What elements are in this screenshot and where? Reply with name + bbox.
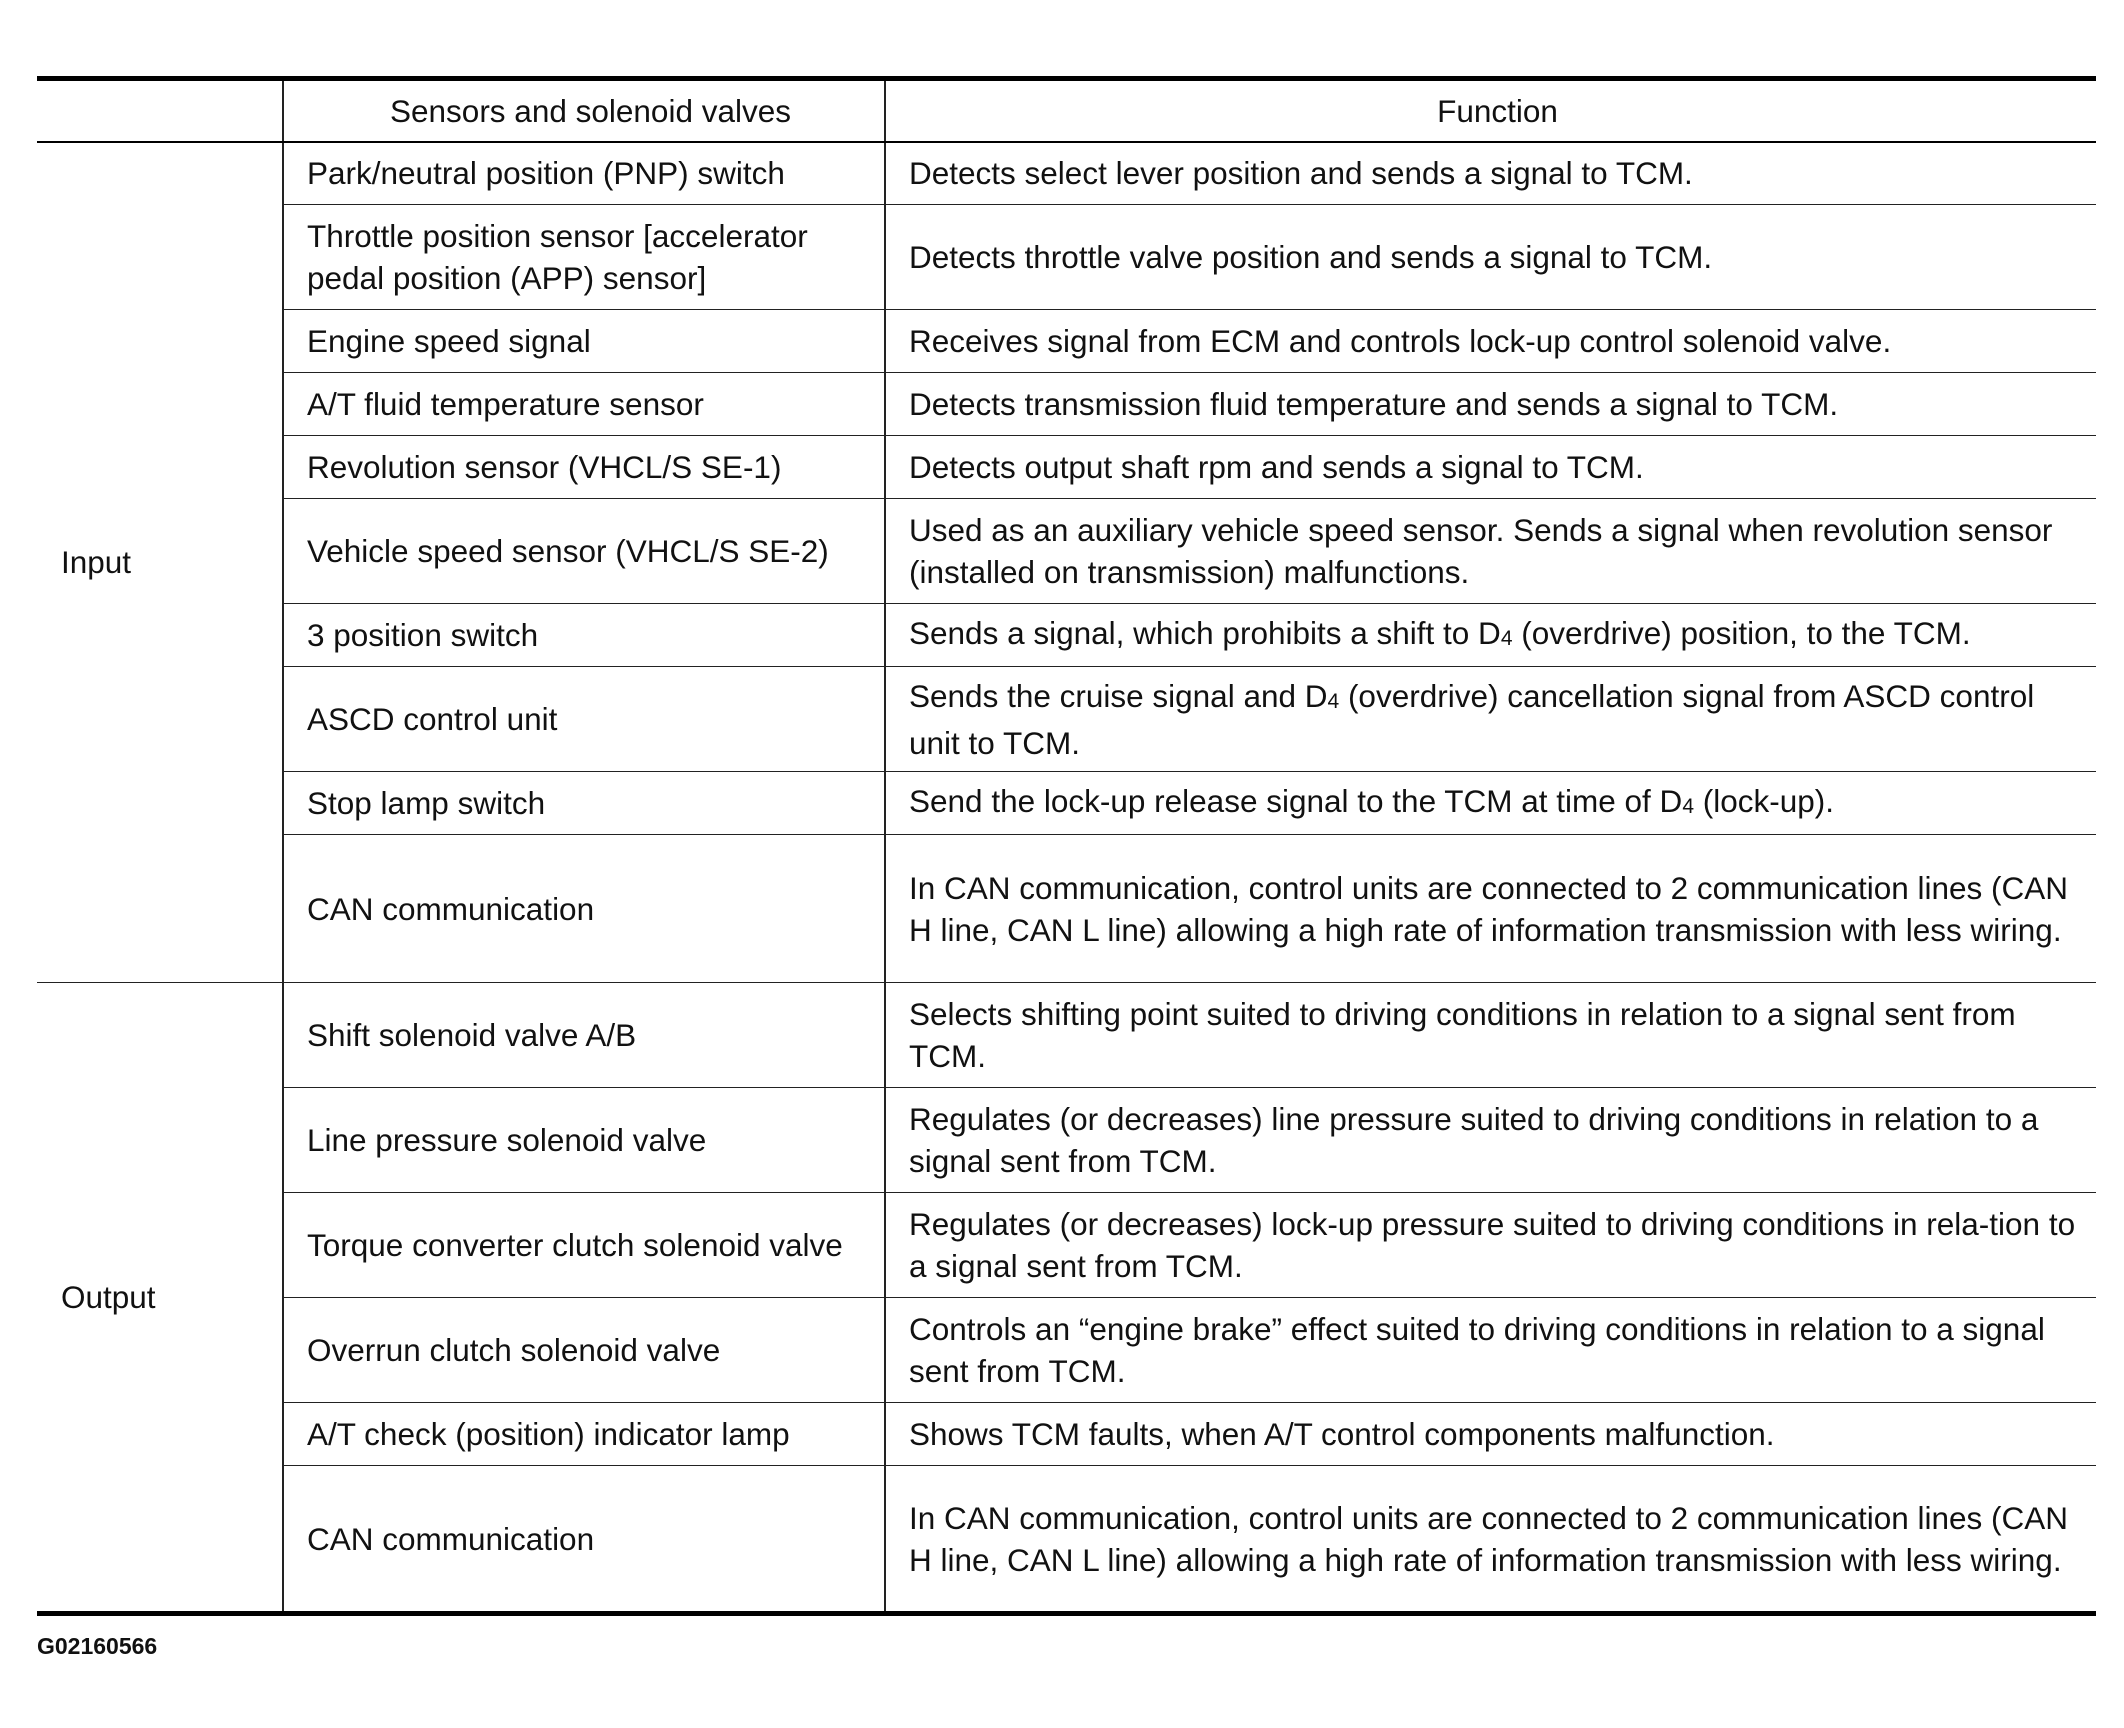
function-cell: Detects select lever position and sends a signal to TCM. [885, 142, 2096, 205]
function-cell: Controls an “engine brake” effect suited to driving conditions in relation to a signal sent from TCM. [885, 1298, 2096, 1403]
figure-code: G02160566 [37, 1633, 158, 1659]
sensor-cell: Shift solenoid valve A/B [283, 983, 885, 1088]
function-cell: In CAN communication, control units are connected to 2 communication lines (CAN H line, CAN L line) allowing a high rate of information transmission with less wiring. [885, 835, 2096, 983]
table-row [37, 1403, 2096, 1466]
function-cell [885, 667, 2096, 772]
header-sensors: Sensors and solenoid valves [283, 79, 885, 142]
table-row [37, 205, 2096, 310]
function-text-pre: Sends the cruise signal and D [909, 677, 1328, 714]
function-cell: Regulates (or decreases) line pressure suited to driving conditions in relation to a signal sent from TCM. [885, 1088, 2096, 1193]
function-cell: Detects transmission fluid temperature and sends a signal to TCM. [885, 373, 2096, 436]
function-cell: Selects shifting point suited to driving conditions in relation to a signal sent from TCM. [885, 983, 2096, 1088]
function-cell: Regulates (or decreases) lock-up pressure suited to driving conditions in rela-tion to a signal sent from TCM. [885, 1193, 2096, 1298]
sensor-cell: Revolution sensor (VHCL/S SE-1) [283, 436, 885, 499]
function-cell: Shows TCM faults, when A/T control components malfunction. [885, 1403, 2096, 1466]
gear-subscript: 4 [1682, 794, 1694, 818]
table-row [37, 772, 2096, 835]
sensor-cell: Overrun clutch solenoid valve [283, 1298, 885, 1403]
table-row [37, 373, 2096, 436]
sensor-cell: A/T fluid temperature sensor [283, 373, 885, 436]
sensor-cell: ASCD control unit [283, 667, 885, 772]
table-row [37, 142, 2096, 205]
table-row [37, 310, 2096, 373]
group-label-output: Output [61, 1279, 156, 1315]
sensor-cell: Vehicle speed sensor (VHCL/S SE-2) [283, 499, 885, 604]
function-text-post: (overdrive) position, to the TCM. [1512, 614, 1971, 651]
group-input [37, 142, 2096, 983]
sensor-cell: Stop lamp switch [283, 772, 885, 835]
sensor-cell: Line pressure solenoid valve [283, 1088, 885, 1193]
table-row [37, 1466, 2096, 1614]
function-text-pre: Sends a signal, which prohibits a shift to D [909, 614, 1501, 651]
table-row [37, 436, 2096, 499]
header-function: Function [885, 79, 2096, 142]
function-cell: Detects output shaft rpm and sends a signal to TCM. [885, 436, 2096, 499]
group-output [37, 983, 2096, 1614]
table-row [37, 1298, 2096, 1403]
function-cell: In CAN communication, control units are connected to 2 communication lines (CAN H line, CAN L line) allowing a high rate of information transmission with less wiring. [885, 1466, 2096, 1614]
table-row [37, 499, 2096, 604]
header-group [37, 79, 283, 142]
function-text-post: (lock-up). [1694, 782, 1835, 819]
function-text-post: (overdrive) cancellation signal from ASCD control unit to TCM. [909, 677, 2035, 761]
function-cell: Used as an auxiliary vehicle speed sensor. Sends a signal when revolution sensor (installed on transmission) malfunctions. [885, 499, 2096, 604]
sensor-cell: CAN communication [283, 835, 885, 983]
sensor-cell: Torque converter clutch solenoid valve [283, 1193, 885, 1298]
gear-subscript: 4 [1500, 626, 1513, 650]
table-row [37, 983, 2096, 1088]
header-row [37, 79, 2096, 142]
table-row [37, 667, 2096, 772]
sensor-cell: Engine speed signal [283, 310, 885, 373]
sensor-cell: A/T check (position) indicator lamp [283, 1403, 885, 1466]
group-label-input: Input [37, 142, 283, 983]
sensor-cell: 3 position switch [283, 604, 885, 667]
table-row [37, 1193, 2096, 1298]
table-row [37, 604, 2096, 667]
function-cell: Receives signal from ECM and controls lock-up control solenoid valve. [885, 310, 2096, 373]
table-row [37, 1088, 2096, 1193]
sensor-cell: Park/neutral position (PNP) switch [283, 142, 885, 205]
sensor-cell: CAN communication [283, 1466, 885, 1614]
sensor-function-table [37, 76, 2096, 1616]
table-row [37, 835, 2096, 983]
function-cell [885, 604, 2096, 667]
function-text-pre: Send the lock-up release signal to the TCM at time of D [909, 782, 1683, 819]
table-header [37, 79, 2096, 142]
sensor-cell: Throttle position sensor [accelerator pedal position (APP) sensor] [283, 205, 885, 310]
function-cell: Detects throttle valve position and sends a signal to TCM. [885, 205, 2096, 310]
gear-subscript: 4 [1327, 689, 1340, 713]
function-cell [885, 772, 2096, 835]
